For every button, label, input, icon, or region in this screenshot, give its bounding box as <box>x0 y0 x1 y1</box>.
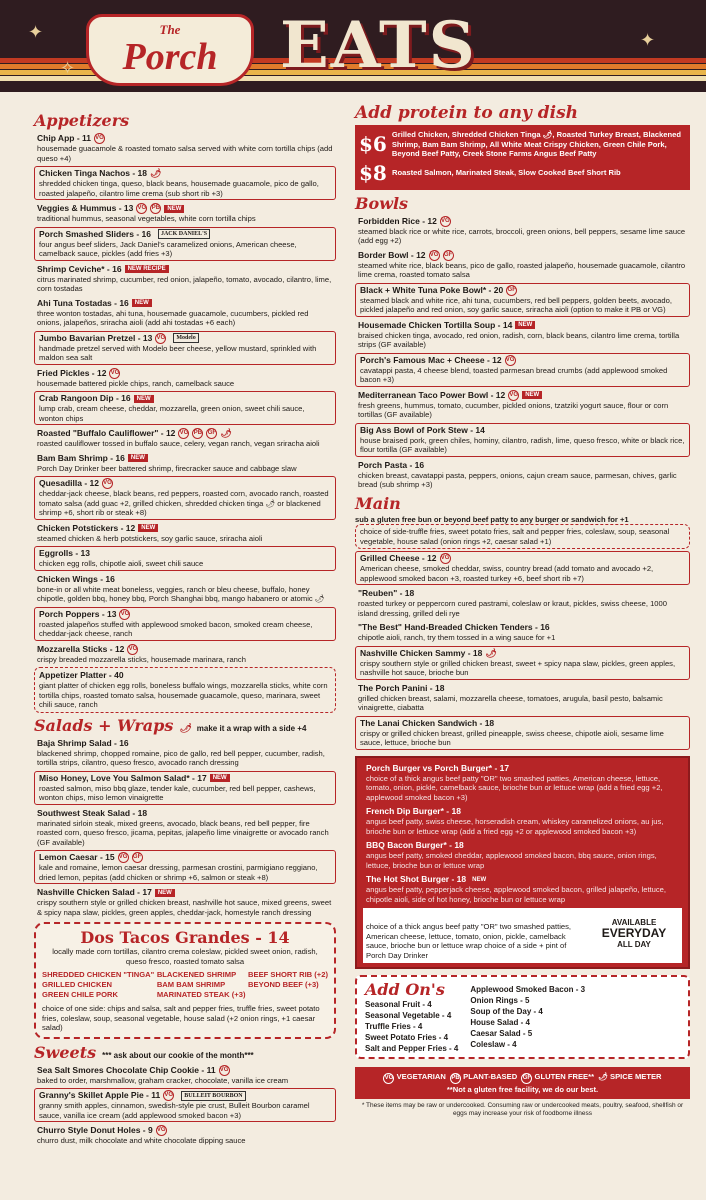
menu-item <box>34 331 336 365</box>
addons-title: Add On's <box>365 980 445 999</box>
pepper-icon: 🌶 <box>485 647 497 658</box>
menu-item <box>34 202 336 225</box>
menu-item-name: Southwest Steak Salad - 18 <box>37 807 148 818</box>
menu-item-header <box>358 216 687 227</box>
menu-item-description: cavatappi pasta, 4 cheese blend, toasted parmesan bread crumbs (add applewood smoked bacon +3) <box>360 365 668 384</box>
plant-based-badge-icon: PB <box>450 1073 461 1084</box>
menu-item <box>355 621 690 644</box>
menu-item-name: Quesadilla - 12 <box>39 478 99 488</box>
list-item: Seasonal Fruit - 4 <box>365 1000 432 1009</box>
protein-list: Roasted Salmon, Marinated Steak, Slow Cooked Beef Short Rib <box>392 167 621 177</box>
bowls-heading: Bowls <box>355 193 409 213</box>
menu-item-header <box>358 390 687 401</box>
menu-item-description: fresh greens, hummus, tomato, cucumber, pickled onions, tzatziki yogurt sauce, flour or corn tortillas (GF available) <box>358 400 669 419</box>
menu-item-header <box>366 763 679 774</box>
list-item: Caesar Salad - 5 <box>470 1029 533 1038</box>
menu-item <box>355 646 690 680</box>
menu-item-header <box>37 298 333 309</box>
menu-item <box>34 1088 336 1122</box>
menu-item-name: Grilled Cheese - 12 <box>360 553 437 563</box>
protein-price: $6 <box>359 132 387 157</box>
menu-item-header <box>358 683 687 694</box>
menu-item-description: steamed white rice, black beans, pico de gallo, roasted jalapeño, housemade guacamole, cilantro lime crema, roasted tomato salsa <box>358 260 686 279</box>
vg-badge-icon: VG <box>118 852 129 863</box>
list-item: SHREDDED CHICKEN "TINGA" <box>42 970 155 979</box>
main-side-options: choice of side-truffle fries, sweet potato fries, salt and pepper fries, coleslaw, soup, seasonal vegetable, house salad (onion rings +2, caesar salad +1) <box>355 524 690 549</box>
list-item: Onion Rings - 5 <box>470 996 530 1005</box>
menu-item-description: kale and romaine, lemon caesar dressing, parmesan crostini, parmigiano reggiano, dried lemon, pepitas (add chicken or shrimp +6, salmon or steak +8) <box>39 863 318 882</box>
menu-item <box>34 850 336 884</box>
menu-item-header <box>37 1065 333 1076</box>
legend-label: GLUTEN FREE** <box>534 1072 595 1081</box>
menu-item-header <box>37 264 333 275</box>
left-column <box>34 108 336 1149</box>
pb-badge-icon: PB <box>192 428 203 439</box>
menu-item-name: Chicken Tinga Nachos - 18 <box>39 168 148 178</box>
menu-item-description: four angus beef sliders, Jack Daniel's caramelized onions, American cheese, camelback sauce, pickles (add fries +3) <box>39 239 297 258</box>
menu-item-header <box>39 609 331 620</box>
menu-item-description: housemade guacamole & roasted tomato salsa served with white corn tortilla chips (add queso +4) <box>37 144 333 163</box>
new-badge: NEW <box>469 876 489 884</box>
list-item: Salt and Pepper Fries - 4 <box>365 1044 459 1053</box>
main-heading: Main <box>355 493 401 513</box>
menu-item <box>363 873 682 905</box>
protein-list: Grilled Chicken, Shredded Chicken Tinga 🌶, Roasted Turkey Breast, Blackened Shrimp, Bam Bam Shrimp, All White Meat Crispy Chicken, Green Chile Pork, Beyond Beef Patty, Creek Stone Farms Angus Beef Patty <box>391 130 681 158</box>
menu-item-name: Chicken Potstickers - 12 <box>37 522 136 533</box>
menu-item-header <box>39 393 331 404</box>
menu-item-description: bone-in or all white meat boneless, veggies, ranch or bleu cheese, buffalo, honey chipotle, golden bbq, honey bbq, Porch Shanghai bbq, mango habanero or atomic 🌶 <box>37 584 325 603</box>
menu-item-name: Jumbo Bavarian Pretzel - 13 <box>39 332 153 343</box>
appetizers-heading: Appetizers <box>34 111 130 130</box>
menu-item-header <box>360 553 685 564</box>
main-note: sub a gluten free bun or beyond beef patty to any burger or sandwich for +1 <box>355 514 629 524</box>
addons-box <box>355 975 690 1059</box>
menu-item <box>34 367 336 390</box>
menu-item-description: steamed chicken & herb potstickers, soy garlic sauce, sriracha aioli <box>37 533 263 543</box>
special-allday: ALL DAY <box>617 940 651 949</box>
menu-item <box>34 807 336 849</box>
legend-label: VEGETARIAN <box>396 1072 446 1081</box>
menu-item-description: steamed black and white rice, ahi tuna, cucumbers, red bell peppers, golden beets, avocado, pickled jalapeño and red onion, soy garlic sauce, sriracha aioli (option to make it PB or VG) <box>360 295 672 314</box>
menu-item <box>355 215 690 247</box>
menu-item <box>355 353 690 387</box>
menu-item-header <box>358 460 687 471</box>
list-item: BEYOND BEEF (+3) <box>248 980 319 989</box>
menu-item <box>355 682 690 714</box>
menu-item-name: Forbidden Rice - 12 <box>358 215 437 226</box>
menu-item <box>34 227 336 261</box>
menu-item-name: Appetizer Platter - 40 <box>39 670 124 680</box>
pepper-icon: 🌶 <box>179 723 191 734</box>
menu-item-description: marinated sirloin steak, mixed greens, avocado, black beans, red bell pepper, fire roasted corn, queso fresco, jicama, pepitas, jalapeño lime vinaigrette or avocado ranch (GF available) <box>37 818 329 847</box>
legend-note: **Not a gluten free facility, we do our best. <box>446 1085 599 1094</box>
menu-item-header <box>39 333 331 344</box>
menu-item <box>34 263 336 295</box>
menu-item-name: Porch Burger vs Porch Burger* - 17 <box>366 762 510 773</box>
menu-item-name: Black + White Tuna Poke Bowl* - 20 <box>360 284 504 295</box>
menu-item-name: Porch Poppers - 13 <box>39 608 117 619</box>
menu-item-header <box>37 644 333 655</box>
menu-item <box>355 587 690 619</box>
menu-item-name: Baja Shrimp Salad - 16 <box>37 737 129 748</box>
menu-item-description: roasted turkey or peppercorn cured pastrami, coleslaw or kraut, pickles, swiss cheese, 1000 island dressing, grilled deli rye <box>358 599 667 618</box>
menu-item-header <box>37 738 333 749</box>
menu-item-name: Mediterranean Taco Power Bowl - 12 <box>358 389 506 400</box>
menu-item-description: churro dust, milk chocolate and white chocolate dipping sauce <box>37 1136 246 1145</box>
menu-item <box>355 249 690 281</box>
menu-item <box>34 573 336 605</box>
page-title: EATS <box>280 8 477 83</box>
burger-special <box>363 908 682 963</box>
new-badge: NEW <box>155 889 175 897</box>
list-item: Seasonal Vegetable - 4 <box>365 1011 452 1020</box>
menu-item <box>34 643 336 666</box>
menu-item-name: Porch Smashed Sliders - 16 <box>39 228 151 239</box>
menu-item-name: Roasted "Buffalo Cauliflower" - 12 <box>37 428 176 438</box>
legend-row <box>359 1071 686 1084</box>
menu-item-description: crispy southern style or grilled chicken breast, nashville hot sauce, mixed greens, sweet & spicy napa slaw, pickles, green apples, cheddar-jack, homestyle ranch dressing <box>37 898 332 917</box>
right-column <box>355 100 690 1118</box>
menu-item-description: steamed black rice or white rice, carrots, broccoli, green onions, bell peppers, sesame lime sauce (add egg +2) <box>358 226 686 245</box>
vg-badge-icon: VG <box>156 1125 167 1136</box>
list-item: BLACKENED SHRIMP <box>156 970 237 979</box>
menu-item-name: Bam Bam Shrimp - 16 <box>37 452 125 463</box>
menu-item <box>355 459 690 491</box>
menu-item-name: Granny's Skillet Apple Pie - 11 <box>39 1090 161 1100</box>
legend-label: PLANT-BASED <box>463 1072 518 1081</box>
sparkle-icon: ✧ <box>60 58 76 78</box>
salads-heading: Salads + Wraps 🌶 make it a wrap with a side +4 <box>34 715 307 735</box>
brand-logo: Modelo <box>173 333 198 343</box>
protein-heading: Add protein to any dish <box>355 103 579 123</box>
menu-item-name: Nashville Chicken Salad - 17 <box>37 887 152 897</box>
menu-item <box>34 476 336 520</box>
menu-item-name: Housemade Chicken Tortilla Soup - 14 <box>358 319 513 330</box>
pepper-icon: 🌶 <box>598 1072 608 1081</box>
protein-box <box>355 125 690 190</box>
menu-item-description: housemade battered pickle chips, ranch, camelback sauce <box>37 378 235 388</box>
gf-badge-icon: GF <box>206 428 217 439</box>
menu-item-header <box>360 285 685 296</box>
menu-item-name: The Porch Panini - 18 <box>358 682 445 693</box>
menu-item-header <box>39 229 331 240</box>
menu-item-name: Porch's Famous Mac + Cheese - 12 <box>360 354 502 365</box>
menu-item-description: roasted jalapeños stuffed with applewood smoked bacon, smoked cream cheese, cheddar-jack cheese, ranch <box>39 619 313 638</box>
vg-badge-icon: VG <box>155 333 166 344</box>
vegetarian-badge-icon: VG <box>383 1073 394 1084</box>
menu-item-description: giant platter of chicken egg rolls, boneless buffalo wings, mozzarella sticks, white corn tortilla chips, roasted tomato salsa, housemade guacamole, queso, marinara, sweet chili sauce, ranch <box>39 681 328 709</box>
menu-item-header <box>358 622 687 633</box>
vg-badge-icon: VG <box>94 133 105 144</box>
menu-item-name: Mozzarella Sticks - 12 <box>37 643 125 654</box>
special-name: Porch Burger + Side + Beer Special* - 15 <box>366 911 529 921</box>
legend-box <box>355 1067 690 1099</box>
list-item: Coleslaw - 4 <box>470 1040 517 1049</box>
vg-badge-icon: VG <box>440 553 451 564</box>
menu-item-description: baked to order, marshmallow, graham cracker, chocolate, vanilla ice cream <box>37 1075 289 1085</box>
menu-item-name: French Dip Burger* - 18 <box>366 806 461 816</box>
menu-item <box>34 546 336 571</box>
special-everyday: EVERYDAY <box>601 926 667 940</box>
new-badge: NEW <box>128 454 148 462</box>
menu-item-description: roasted salmon, miso bbq glaze, tender kale, cucumber, red bell pepper, cashews, wonton chips, miso lemon vinaigrette <box>39 783 316 802</box>
list-item: BEEF SHORT RIB (+2) <box>248 970 328 979</box>
menu-item-header <box>39 773 331 784</box>
menu-item-name: Churro Style Donut Holes - 9 <box>37 1125 153 1135</box>
menu-item-description: house braised pork, green chiles, hominy, cilantro, radish, lime, queso fresco, white or black rice, flour tortilla (GF available) <box>360 435 685 454</box>
menu-item <box>34 132 336 164</box>
tacos-title: Dos Tacos Grandes - 14 <box>80 928 290 947</box>
vg-badge-icon: VG <box>102 478 113 489</box>
list-item: Applewood Smoked Bacon - 3 <box>470 985 586 994</box>
menu-item-description: American cheese, smoked cheddar, swiss, country bread (add tomato and avocado +2, applewood smoked bacon +3, roasted turkey +6, beef short rib +7) <box>360 564 654 583</box>
menu-item-name: Shrimp Ceviche* - 16 <box>37 263 122 274</box>
sparkle-icon: ✦ <box>640 30 656 50</box>
menu-item-description: traditional hummus, seasonal vegetables, white corn tortilla chips <box>37 214 256 223</box>
menu-item <box>355 423 690 457</box>
pepper-icon: 🌶 <box>150 168 162 178</box>
menu-item-header <box>360 648 685 659</box>
menu-item-header <box>37 428 333 439</box>
menu-item-description: crispy breaded mozzarella sticks, housemade marinara, ranch <box>37 654 246 664</box>
menu-item-description: granny smith apples, cinnamon, swedish-style pie crust, Bulleit Bourbon caramel sauce, vanilla ice cream (add applewood smoked bacon +3) <box>39 1101 310 1120</box>
gf-badge-icon: GF <box>132 852 143 863</box>
menu-item-description: angus beef patty, smoked cheddar, applewood smoked bacon, bbq sauce, onion rings, lettuce, brioche bun or lettuce wrap <box>366 851 657 870</box>
menu-item-header <box>37 453 333 464</box>
menu-item-name: Crab Rangoon Dip - 16 <box>39 393 131 403</box>
menu-item-header <box>37 808 333 819</box>
disclaimer: * These items may be raw or undercooked. Consuming raw or undercooked meats, poultry, seafood, shellfish or eggs may increase your risk of foodborne illness <box>361 1102 684 1117</box>
menu-item-header <box>360 355 685 366</box>
list-item: BAM BAM SHRIMP <box>156 980 226 989</box>
menu-item-header <box>358 250 687 261</box>
pb-badge-icon: PB <box>150 203 161 214</box>
menu-item <box>34 1064 336 1087</box>
new-badge: NEW <box>515 321 535 329</box>
sweets-heading: Sweets *** ask about our cookie of the month*** <box>34 1042 254 1062</box>
logo-main-text: Porch <box>122 36 218 78</box>
menu-item <box>34 886 336 918</box>
menu-item <box>355 283 690 317</box>
menu-item-name: Border Bowl - 12 <box>358 249 426 260</box>
menu-item-description: three wonton tostadas, ahi tuna, housemade guacamole, cucumbers, pickled red onions, jalapeños, sriracha aioli (add ahi tostadas +6 each) <box>37 308 309 327</box>
menu-item <box>34 297 336 329</box>
menu-item <box>363 839 682 871</box>
menu-item-description: blackened shrimp, chopped romaine, pico de gallo, red bell pepper, cucumber, radish, tortilla strips, cilantro, queso fresco, avocado ranch dressing <box>37 748 325 767</box>
brand-logo: JACK DANIEL'S <box>158 229 210 239</box>
menu-item-description: chicken egg rolls, chipotle aioli, sweet chili sauce <box>39 559 204 568</box>
menu-item-header <box>37 887 333 898</box>
menu-item-name: "The Best" Hand-Breaded Chicken Tenders - 16 <box>358 622 550 632</box>
menu-item-header <box>358 320 687 331</box>
menu-item <box>355 551 690 585</box>
menu-item <box>34 607 336 641</box>
menu-item-header <box>37 203 333 214</box>
vg-badge-icon: VG <box>219 1065 230 1076</box>
menu-item-header <box>39 1090 331 1101</box>
menu-item-description: roasted cauliflower tossed in buffalo sauce, celery, vegan ranch, vegan sriracha aioli <box>37 439 320 448</box>
vg-badge-icon: VG <box>429 250 440 261</box>
list-item: Truffle Fries - 4 <box>365 1022 423 1031</box>
vg-badge-icon: VG <box>136 203 147 214</box>
menu-item-name: Big Ass Bowl of Pork Stew - 14 <box>360 424 485 435</box>
special-available: AVAILABLE <box>611 918 657 927</box>
menu-item-name: Porch Pasta - 16 <box>358 459 425 470</box>
menu-item <box>355 319 690 351</box>
menu-item-name: The Lanai Chicken Sandwich - 18 <box>360 717 495 728</box>
new-badge: NEW RECIPE <box>125 265 169 273</box>
menu-item-description: angus beef patty, pepperjack cheese, applewood smoked bacon, grilled jalapeño, lettuce, chipotle aioli, side of hot honey, brioche bun or lettuce wrap <box>366 885 667 904</box>
vg-badge-icon: VG <box>109 368 120 379</box>
new-badge: NEW <box>164 205 184 213</box>
tacos-subtitle: locally made corn tortillas, cilantro crema coleslaw, pickled sweet onion, radish, queso fresco, roasted tomato salsa <box>52 947 318 966</box>
tacos-box <box>34 922 336 1039</box>
list-item: House Salad - 4 <box>470 1018 530 1027</box>
menu-item <box>34 737 336 769</box>
menu-item-description: handmade pretzel served with Modelo beer cheese, yellow mustard, sprinkled with maldon sea salt <box>39 343 317 362</box>
menu-item-description: braised chicken tinga, avocado, red onion, radish, corn, black beans, cilantro lime crema, tortilla strips (GF available) <box>358 330 680 349</box>
new-badge: NEW <box>134 395 154 403</box>
menu-item-header <box>366 806 679 817</box>
menu-item-header <box>360 425 685 436</box>
menu-item-header <box>360 718 685 729</box>
menu-item-description: grilled chicken breast, salami, mozzarella cheese, tomatoes, arugula, basil pesto, balsamic vinaigrette, ciabatta <box>358 693 663 712</box>
menu-item-name: Lemon Caesar - 15 <box>39 852 115 862</box>
special-desc: choice of a thick angus beef patty "OR" two smashed patties, American cheese, lettuce, tomato, onion, pickle, camelback sauce, brioche bun or lettuce wrap choice of a side + pint of Porch Day Drinker <box>366 922 572 960</box>
brand-logo: BULLEIT BOURBON <box>181 1091 245 1101</box>
menu-item-description: choice of a thick angus beef patty "OR" two smashed patties, American cheese, lettuce, tomato, onion, pickle, camelback sauce, brioche bun or lettuce wrap (add a fried egg +2, applewood smoked bacon +3) <box>366 773 663 802</box>
menu-item-header <box>366 840 679 851</box>
menu-item-header <box>37 133 333 144</box>
menu-item <box>355 389 690 421</box>
new-badge: NEW <box>210 774 230 782</box>
new-badge: NEW <box>522 391 542 399</box>
menu-item <box>355 716 690 750</box>
gf-badge-icon: GF <box>443 250 454 261</box>
list-item: Soup of the Day - 4 <box>470 1007 543 1016</box>
menu-item-header <box>366 874 679 885</box>
tacos-options <box>42 970 328 1000</box>
menu-item-name: Fried Pickles - 12 <box>37 367 107 378</box>
menu-item-description: shredded chicken tinga, queso, black beans, housemade guacamole, pico de gallo, roasted jalapeño, cilantro lime crema (sub short rib +3) <box>39 179 319 198</box>
menu-item-description: lump crab, cream cheese, cheddar, mozzarella, green onion, sweet chili sauce, wonton chips <box>39 404 305 423</box>
menu-item-header <box>39 168 331 179</box>
menu-item-description: Porch Day Drinker beer battered shrimp, firecracker sauce and cabbage slaw <box>37 463 297 473</box>
vg-badge-icon: VG <box>119 609 130 620</box>
menu-item-name: Veggies & Hummus - 13 <box>37 203 134 213</box>
menu-item-description: angus beef patty, swiss cheese, horseradish cream, whiskey caramelized onions, au jus, brioche bun or lettuce wrap (add a fried egg +2 or applewood smoked bacon +3) <box>366 817 664 836</box>
menu-item <box>34 667 336 713</box>
gf-badge-icon: GF <box>506 285 517 296</box>
menu-item-description: crispy or grilled chicken breast, grilled pineapple, swiss cheese, chipotle aioli, sesame lime sauce, lettuce, brioche bun <box>360 728 664 747</box>
vg-badge-icon: VG <box>127 644 138 655</box>
header-banner <box>0 0 706 92</box>
menu-item-name: Chicken Wings - 16 <box>37 573 115 584</box>
gluten-free-badge-icon: GF <box>521 1073 532 1084</box>
menu-item-description: citrus marinated shrimp, cucumber, red onion, jalapeño, tomato, avocado, cilantro, lime, corn tostadas <box>37 274 332 293</box>
porch-logo <box>86 14 254 86</box>
menu-item-description: cheddar-jack cheese, black beans, red peppers, roasted corn, avocado ranch, roasted tomato salsa (add guac +2, grilled chicken, shredded chicken tinga 🌶 or blackened shrimp +6, short rib or steak +8) <box>39 489 329 517</box>
menu-item-header <box>37 368 333 379</box>
menu-item <box>34 166 336 200</box>
menu-item-name: Ahi Tuna Tostadas - 16 <box>37 297 129 308</box>
list-item: MARINATED STEAK (+3) <box>156 990 246 999</box>
vg-badge-icon: VG <box>505 355 516 366</box>
menu-item-header <box>37 1125 333 1136</box>
menu-item <box>34 771 336 805</box>
menu-item-name: "Reuben" - 18 <box>358 588 415 598</box>
menu-item <box>34 1124 336 1147</box>
menu-item-header <box>39 478 331 489</box>
menu-item-header <box>37 523 333 534</box>
menu-item <box>363 805 682 837</box>
menu-item-name: Sea Salt Smores Chocolate Chip Cookie - 11 <box>37 1064 216 1075</box>
legend-label: SPICE METER <box>610 1072 662 1081</box>
menu-item <box>34 522 336 545</box>
list-item: GREEN CHILE PORK <box>42 990 118 999</box>
menu-item-name: The Hot Shot Burger - 18 <box>366 874 467 884</box>
menu-item-description: crispy southern style or grilled chicken breast, sweet + spicy napa slaw, pickles, green apples, nashville hot sauce, brioche bun <box>360 658 676 677</box>
menu-item-name: Eggrolls - 13 <box>39 548 91 558</box>
menu-item-name: Miso Honey, Love You Salmon Salad* - 17 <box>39 772 207 783</box>
menu-item-header <box>39 852 331 863</box>
list-item: GRILLED CHICKEN <box>42 980 113 989</box>
burger-box <box>355 756 690 970</box>
vg-badge-icon: VG <box>178 428 189 439</box>
vg-badge-icon: VG <box>508 390 519 401</box>
menu-item-header <box>358 588 687 599</box>
menu-item-header <box>39 548 331 559</box>
vg-badge-icon: VG <box>440 216 451 227</box>
menu-item-header <box>39 670 331 681</box>
menu-item <box>34 452 336 475</box>
tacos-side: choice of one side: chips and salsa, salt and pepper fries, truffle fries, sweet potato fries, coleslaw, soup, seasonal vegetable, house salad (+2 onion rings, +1 caesar salad) <box>42 1004 320 1032</box>
menu-item-header <box>37 574 333 585</box>
protein-price: $8 <box>359 160 387 185</box>
new-badge: NEW <box>132 299 152 307</box>
vg-badge-icon: VG <box>163 1090 174 1101</box>
new-badge: NEW <box>138 524 158 532</box>
menu-item-name: Chip App - 11 <box>37 133 91 143</box>
sparkle-icon: ✦ <box>28 22 44 42</box>
list-item: Sweet Potato Fries - 4 <box>365 1033 449 1042</box>
pepper-icon: 🌶 <box>220 428 232 438</box>
menu-item-name: Nashville Chicken Sammy - 18 <box>360 647 483 658</box>
menu-item <box>34 427 336 450</box>
logo-top-text: The <box>159 22 181 37</box>
menu-item-description: chicken breast, cavatappi pasta, peppers, onions, cajun cream sauce, parmesan, chives, garlic bread (sub shrimp +3) <box>358 470 677 489</box>
menu-item <box>363 762 682 804</box>
menu-item-name: BBQ Bacon Burger* - 18 <box>366 840 464 850</box>
menu-item <box>34 391 336 425</box>
menu-item-description: chipotle aioli, ranch, try them tossed in a wing sauce for +1 <box>358 633 556 642</box>
